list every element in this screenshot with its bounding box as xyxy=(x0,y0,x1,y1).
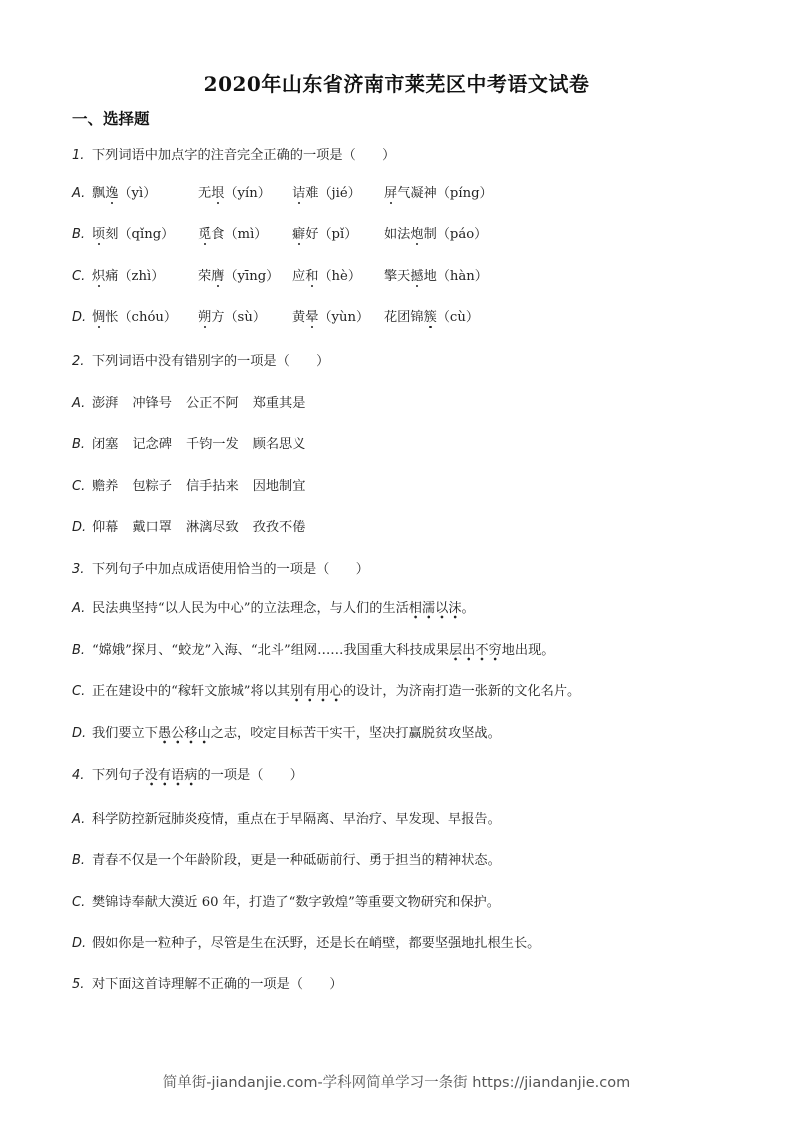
q2-option-a xyxy=(72,394,319,414)
emphasized-idiom: 愚公移山 xyxy=(158,726,211,744)
option-label: B. xyxy=(72,437,86,452)
word-item: 无垠（yín） xyxy=(198,186,271,201)
emphasis-char: 癖 xyxy=(292,227,306,242)
question-text: 对下面这首诗理解不正确的一项是（ ） xyxy=(92,977,343,992)
word-item: 千钧一发 xyxy=(185,437,239,452)
option-label: C. xyxy=(72,684,86,699)
emphasis-char: 逸 xyxy=(105,186,119,201)
word-item: 郑重其是 xyxy=(252,396,306,411)
word-item: 记念碑 xyxy=(132,437,172,452)
q1-option-d xyxy=(72,308,479,328)
section-title: 一、选择题 xyxy=(72,109,150,128)
option-label: D. xyxy=(72,936,87,951)
word-item: 擎天撼地（hàn） xyxy=(384,269,488,284)
word-item: 顷刻（qǐng） xyxy=(92,227,175,242)
word-item: 冲锋号 xyxy=(132,396,172,411)
emphasized-idiom: 层出不穷 xyxy=(449,643,502,661)
page-title: 2020年山东省济南市莱芜区中考语文试卷 xyxy=(203,72,590,96)
q3-option-d: D. 我们要立下愚公移山之志，咬定目标苦干实干，坚决打赢脱贫攻坚战。 xyxy=(72,724,501,744)
emphasis-char: 屏 xyxy=(384,186,398,201)
option-label: D. xyxy=(72,310,87,325)
option-text: 青春不仅是一个年龄阶段，更是一种砥砺前行、勇于担当的精神状态。 xyxy=(92,853,501,868)
q2-option-d xyxy=(72,518,319,538)
word-item: 炽痛（zhì） xyxy=(92,269,165,284)
emphasis-char: 诘 xyxy=(292,186,306,201)
option-label: D. xyxy=(72,520,87,535)
option-label: A. xyxy=(72,186,86,201)
word-item: 应和（hè） xyxy=(292,269,362,284)
emphasized-phrase: 没有语病 xyxy=(145,768,198,786)
word-item: 仰幕 xyxy=(92,520,119,535)
emphasis-char: 顷 xyxy=(92,227,106,242)
option-label: B. xyxy=(72,853,86,868)
question-text: 下列词语中加点字的注音完全正确的一项是（ ） xyxy=(92,148,396,163)
option-label: D. xyxy=(72,726,87,741)
question-number: 4. xyxy=(72,768,85,783)
option-label: A. xyxy=(72,396,86,411)
word-item: 花团锦簇（cù） xyxy=(384,310,480,325)
emphasis-char: 垠 xyxy=(211,186,225,201)
q4-option-d xyxy=(72,934,540,954)
emphasized-idiom: 相濡以沫 xyxy=(409,601,462,619)
question-text: 下列词语中没有错别字的一项是（ ） xyxy=(92,354,330,369)
q2-option-c xyxy=(72,477,319,497)
option-text: 樊锦诗奉献大漠近 60 年，打造了“数字敦煌”等重要文物研究和保护。 xyxy=(92,895,500,910)
word-item: 信手拈来 xyxy=(185,479,239,494)
word-item: 惆怅（chóu） xyxy=(92,310,178,325)
q4-option-a xyxy=(72,810,501,830)
word-item: 包粽子 xyxy=(132,479,172,494)
q4-option-c xyxy=(72,893,500,913)
option-label: A. xyxy=(72,812,86,827)
emphasis-char: 撼 xyxy=(410,269,424,284)
emphasis-char: 晕 xyxy=(305,310,319,325)
emphasized-idiom: 别有用心 xyxy=(290,684,343,702)
emphasis-char: 膺 xyxy=(211,269,225,284)
option-label: A. xyxy=(72,601,86,616)
emphasis-char: 朔 xyxy=(198,310,212,325)
option-text: 假如你是一粒种子，尽管是生在沃野，还是长在峭壁，都要坚强地扎根生长。 xyxy=(92,936,541,951)
q1-option-b xyxy=(72,225,487,245)
word-item: 赡养 xyxy=(92,479,119,494)
word-item: 闭塞 xyxy=(92,437,119,452)
word-item: 淋漓尽致 xyxy=(185,520,239,535)
word-item: 飘逸（yì） xyxy=(92,186,157,201)
emphasis-char: 惆 xyxy=(92,310,106,325)
word-item: 癖好（pǐ） xyxy=(292,227,358,242)
q4-option-b xyxy=(72,851,501,871)
option-label: B. xyxy=(72,227,86,242)
word-item: 顾名思义 xyxy=(252,437,306,452)
word-item: 朔方（sù） xyxy=(198,310,267,325)
question-5-stem xyxy=(72,975,343,995)
footer-watermark: 简单街-jiandanjie.com-学科网简单学习一条街 https://jiandanjie.com xyxy=(162,1075,631,1091)
word-item: 公正不阿 xyxy=(185,396,239,411)
word-item: 诘难（jié） xyxy=(292,186,361,201)
option-label: C. xyxy=(72,269,86,284)
question-number: 3. xyxy=(72,562,85,577)
option-label: C. xyxy=(72,479,86,494)
emphasis-char: 觅 xyxy=(198,227,212,242)
question-1-stem xyxy=(72,146,395,166)
word-item: 荣膺（yīng） xyxy=(198,269,280,284)
word-item: 黄晕（yùn） xyxy=(292,310,370,325)
option-label: C. xyxy=(72,895,86,910)
option-text: 科学防控新冠肺炎疫情，重点在于早隔离、早治疗、早发现、早报告。 xyxy=(92,812,501,827)
question-number: 2. xyxy=(72,354,85,369)
word-item: 如法炮制（páo） xyxy=(384,227,488,242)
emphasis-char: 和 xyxy=(305,269,319,284)
word-item: 澎湃 xyxy=(92,396,119,411)
emphasis-char: 炽 xyxy=(92,269,106,284)
word-item: 孜孜不倦 xyxy=(252,520,306,535)
word-item: 觅食（mì） xyxy=(198,227,268,242)
emphasis-char: 簇 xyxy=(423,310,437,325)
question-number: 5. xyxy=(72,977,85,992)
word-item: 戴口罩 xyxy=(132,520,172,535)
word-item: 因地制宜 xyxy=(252,479,306,494)
q3-option-c: C. 正在建设中的“稼轩文旅城”将以其别有用心的设计，为济南打造一张新的文化名片。 xyxy=(72,682,580,702)
question-2-stem xyxy=(72,352,329,372)
question-3-stem xyxy=(72,560,369,580)
question-text: 下列句子中加点成语使用恰当的一项是（ ） xyxy=(92,562,369,577)
q2-option-b xyxy=(72,435,319,455)
q3-option-b: B. “嫦娥”探月、“蛟龙”入海、“北斗”组网……我国重大科技成果层出不穷地出现。 xyxy=(72,641,554,661)
question-number: 1. xyxy=(72,148,85,163)
q3-option-a: A. 民法典坚持“以人民为中心”的立法理念，与人们的生活相濡以沫。 xyxy=(72,599,475,619)
q1-option-c xyxy=(72,267,488,287)
word-item: 屏气凝神（píng） xyxy=(384,186,493,201)
emphasis-char: 炮 xyxy=(410,227,424,242)
question-4-stem: 4. 下列句子没有语病的一项是（ ） xyxy=(72,766,303,786)
q1-option-a xyxy=(72,184,493,204)
option-label: B. xyxy=(72,643,86,658)
